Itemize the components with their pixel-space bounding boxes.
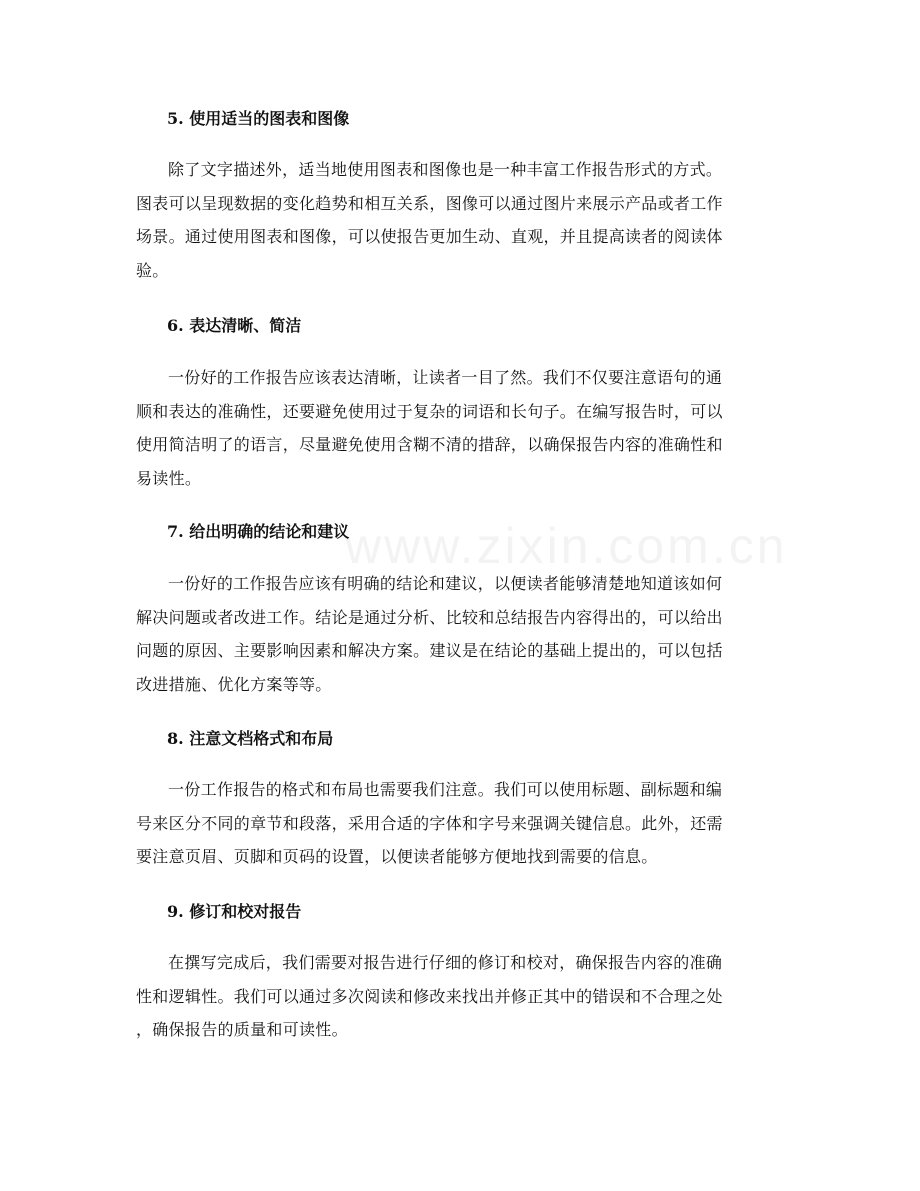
paragraph-line: 一份好的工作报告应该表达清晰，让读者一目了然。我们不仅要注意语句的通 <box>168 368 723 387</box>
section-paragraph-5 <box>136 153 788 287</box>
paragraph-line: 号来区分不同的章节和段落，采用合适的字体和字号来强调关键信息。此外，还需 <box>136 813 723 833</box>
paragraph-line: 在撰写完成后，我们需要对报告进行仔细的修订和校对，确保报告内容的准确 <box>168 953 723 972</box>
section-heading-6: 6. 表达清晰、简洁 <box>167 316 302 335</box>
paragraph-line: ，确保报告的质量和可读性。 <box>136 1020 348 1039</box>
paragraph-line: 图表可以呈现数据的变化趋势和相互关系，图像可以通过图片来展示产品或者工作 <box>136 193 723 213</box>
section-heading-9: 9. 修订和校对报告 <box>167 902 302 921</box>
paragraph-line: 一份工作报告的格式和布局也需要我们注意。我们可以使用标题、副标题和编 <box>168 780 723 799</box>
paragraph-line: 顺和表达的准确性，还要避免使用过于复杂的词语和长句子。在编写报告时，可以 <box>136 401 723 421</box>
section-heading-8: 8. 注意文档格式和布局 <box>167 729 334 748</box>
section-paragraph-7 <box>136 567 788 701</box>
paragraph-line: 场景。通过使用图表和图像，可以使报告更加生动、直观，并且提高读者的阅读体 <box>136 227 723 246</box>
paragraph-line: 易读性。 <box>136 468 202 488</box>
paragraph-line: 除了文字描述外，适当地使用图表和图像也是一种丰富工作报告形式的方式。 <box>168 160 723 179</box>
paragraph-line: 验。 <box>136 260 169 280</box>
paragraph-line: 问题的原因、主要影响因素和解决方案。建议是在结论的基础上提出的，可以包括 <box>136 641 723 660</box>
paragraph-line: 性和逻辑性。我们可以通过多次阅读和修改来找出并修正其中的错误和不合理之处 <box>136 986 723 1006</box>
paragraph-line: 解决问题或者改进工作。结论是通过分析、比较和总结报告内容得出的，可以给出 <box>136 607 723 627</box>
section-heading-7: 7. 给出明确的结论和建议 <box>167 522 350 541</box>
section-paragraph-6 <box>136 361 788 495</box>
watermark: www.zixin.com.cn <box>345 518 788 574</box>
section-paragraph-9 <box>136 946 788 1047</box>
paragraph-line: 一份好的工作报告应该有明确的结论和建议，以便读者能够清楚地知道该如何 <box>168 574 723 593</box>
section-paragraph-8 <box>136 773 788 874</box>
paragraph-line: 改进措施、优化方案等等。 <box>136 674 332 694</box>
paragraph-line: 要注意页眉、页脚和页码的设置，以便读者能够方便地找到需要的信息。 <box>136 847 658 866</box>
section-heading-5: 5. 使用适当的图表和图像 <box>167 109 350 128</box>
paragraph-line: 使用简洁明了的语言，尽量避免使用含糊不清的措辞，以确保报告内容的准确性和 <box>136 435 723 454</box>
